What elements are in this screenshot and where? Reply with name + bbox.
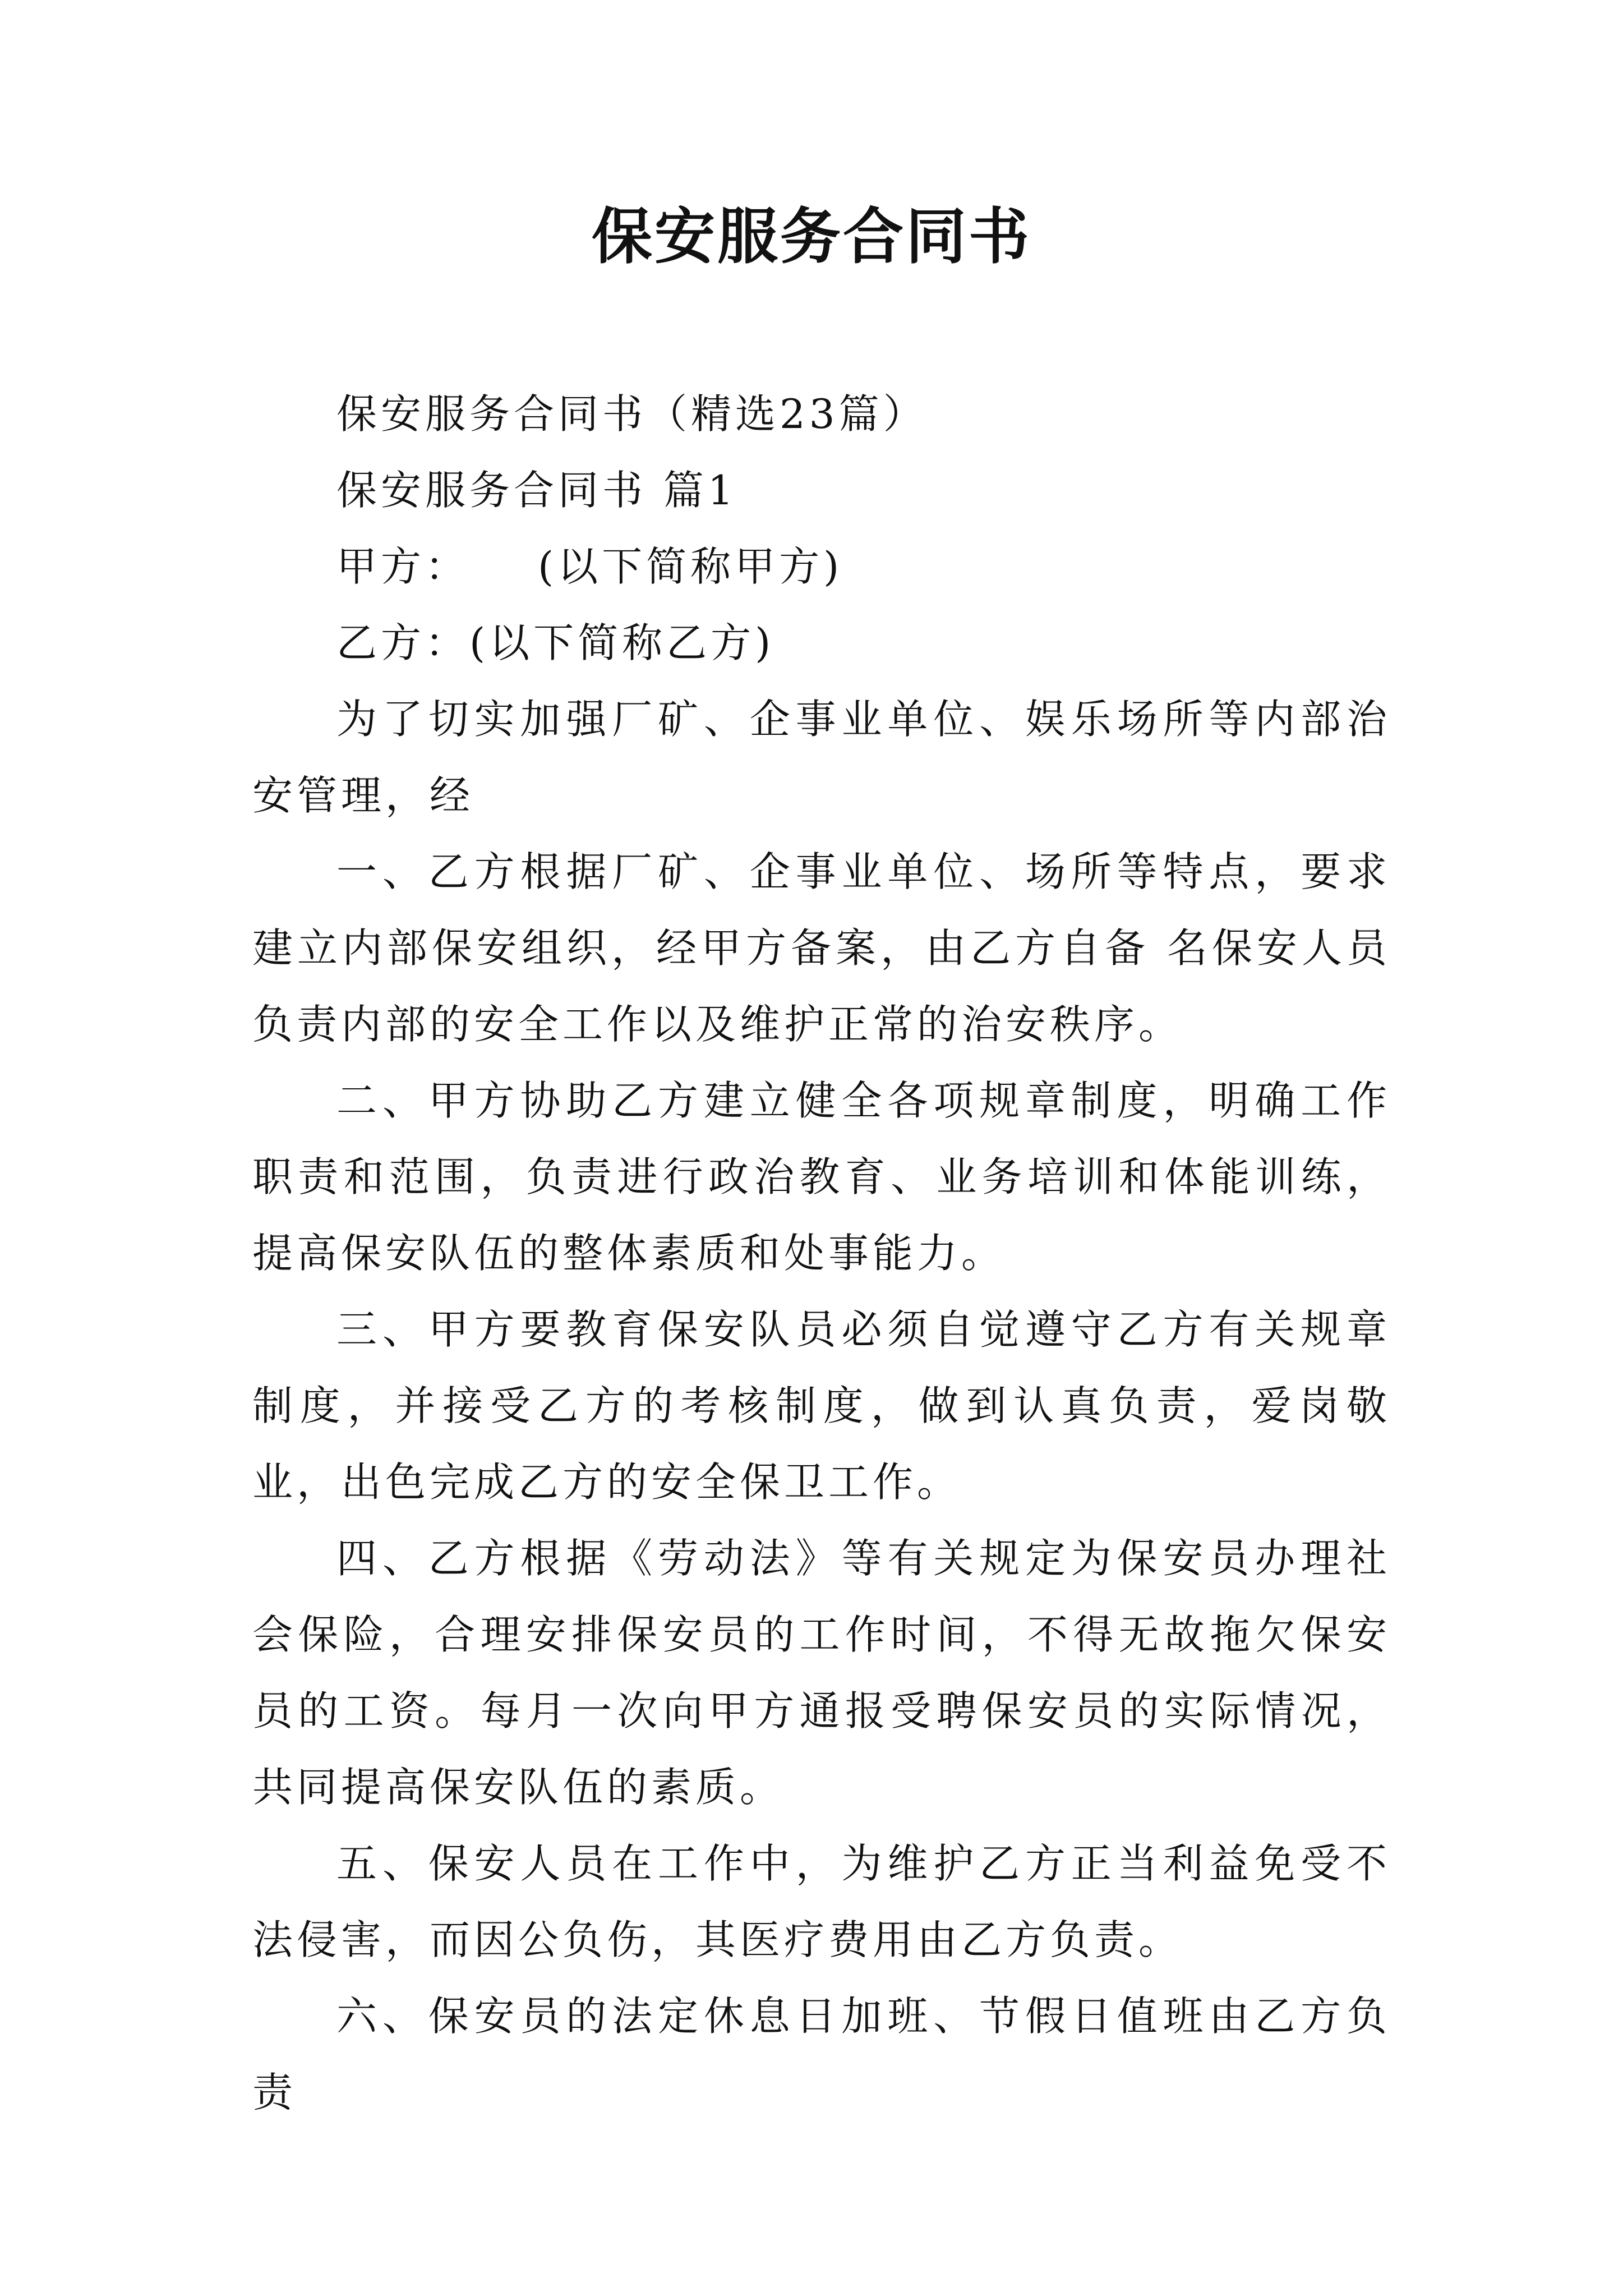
paragraph-clause-6: 六、保安员的法定休息日加班、节假日值班由乙方负责: [252, 1993, 1391, 2116]
paragraph-clause-2: 二、甲方协助乙方建立健全各项规章制度，明确工作职责和范围，负责进行政治教育、业务培训和体能训练，提高保安队伍的整体素质和处事能力。: [252, 1077, 1391, 1277]
document-title: 保安服务合同书: [591, 201, 1031, 272]
paragraph-collection-title: 保安服务合同书（精选23篇）: [336, 390, 928, 438]
paragraph-preamble: 为了切实加强厂矿、企事业单位、娱乐场所等内部治安管理，经: [252, 696, 1391, 819]
paragraph-clause-4: 四、乙方根据《劳动法》等有关规定为保安员办理社会保险，合理安排保安员的工作时间，不得无故拖欠保安员的工资。每月一次向甲方通报受聘保安员的实际情况，共同提高保安队伍的素质。: [252, 1535, 1391, 1811]
paragraph-clause-5: 五、保安人员在工作中，为维护乙方正当利益免受不法侵害，而因公负伤，其医疗费用由乙方负责。: [252, 1840, 1391, 1963]
paragraph-clause-1: 一、乙方根据厂矿、企事业单位、场所等特点，要求建立内部保安组织，经甲方备案，由乙方自备 名保安人员负责内部的安全工作以及维护正常的治安秩序。: [252, 848, 1391, 1048]
paragraph-party-a: 甲方： (以下简称甲方): [336, 543, 843, 590]
paragraph-party-b: 乙方：(以下简称乙方): [336, 619, 775, 666]
paragraph-clause-3: 三、甲方要教育保安队员必须自觉遵守乙方有关规章制度，并接受乙方的考核制度，做到认真负责，爱岗敬业，出色完成乙方的安全保卫工作。: [252, 1306, 1391, 1506]
document-body: [252, 376, 1391, 2131]
paragraph-section-heading: 保安服务合同书 篇1: [336, 467, 737, 514]
